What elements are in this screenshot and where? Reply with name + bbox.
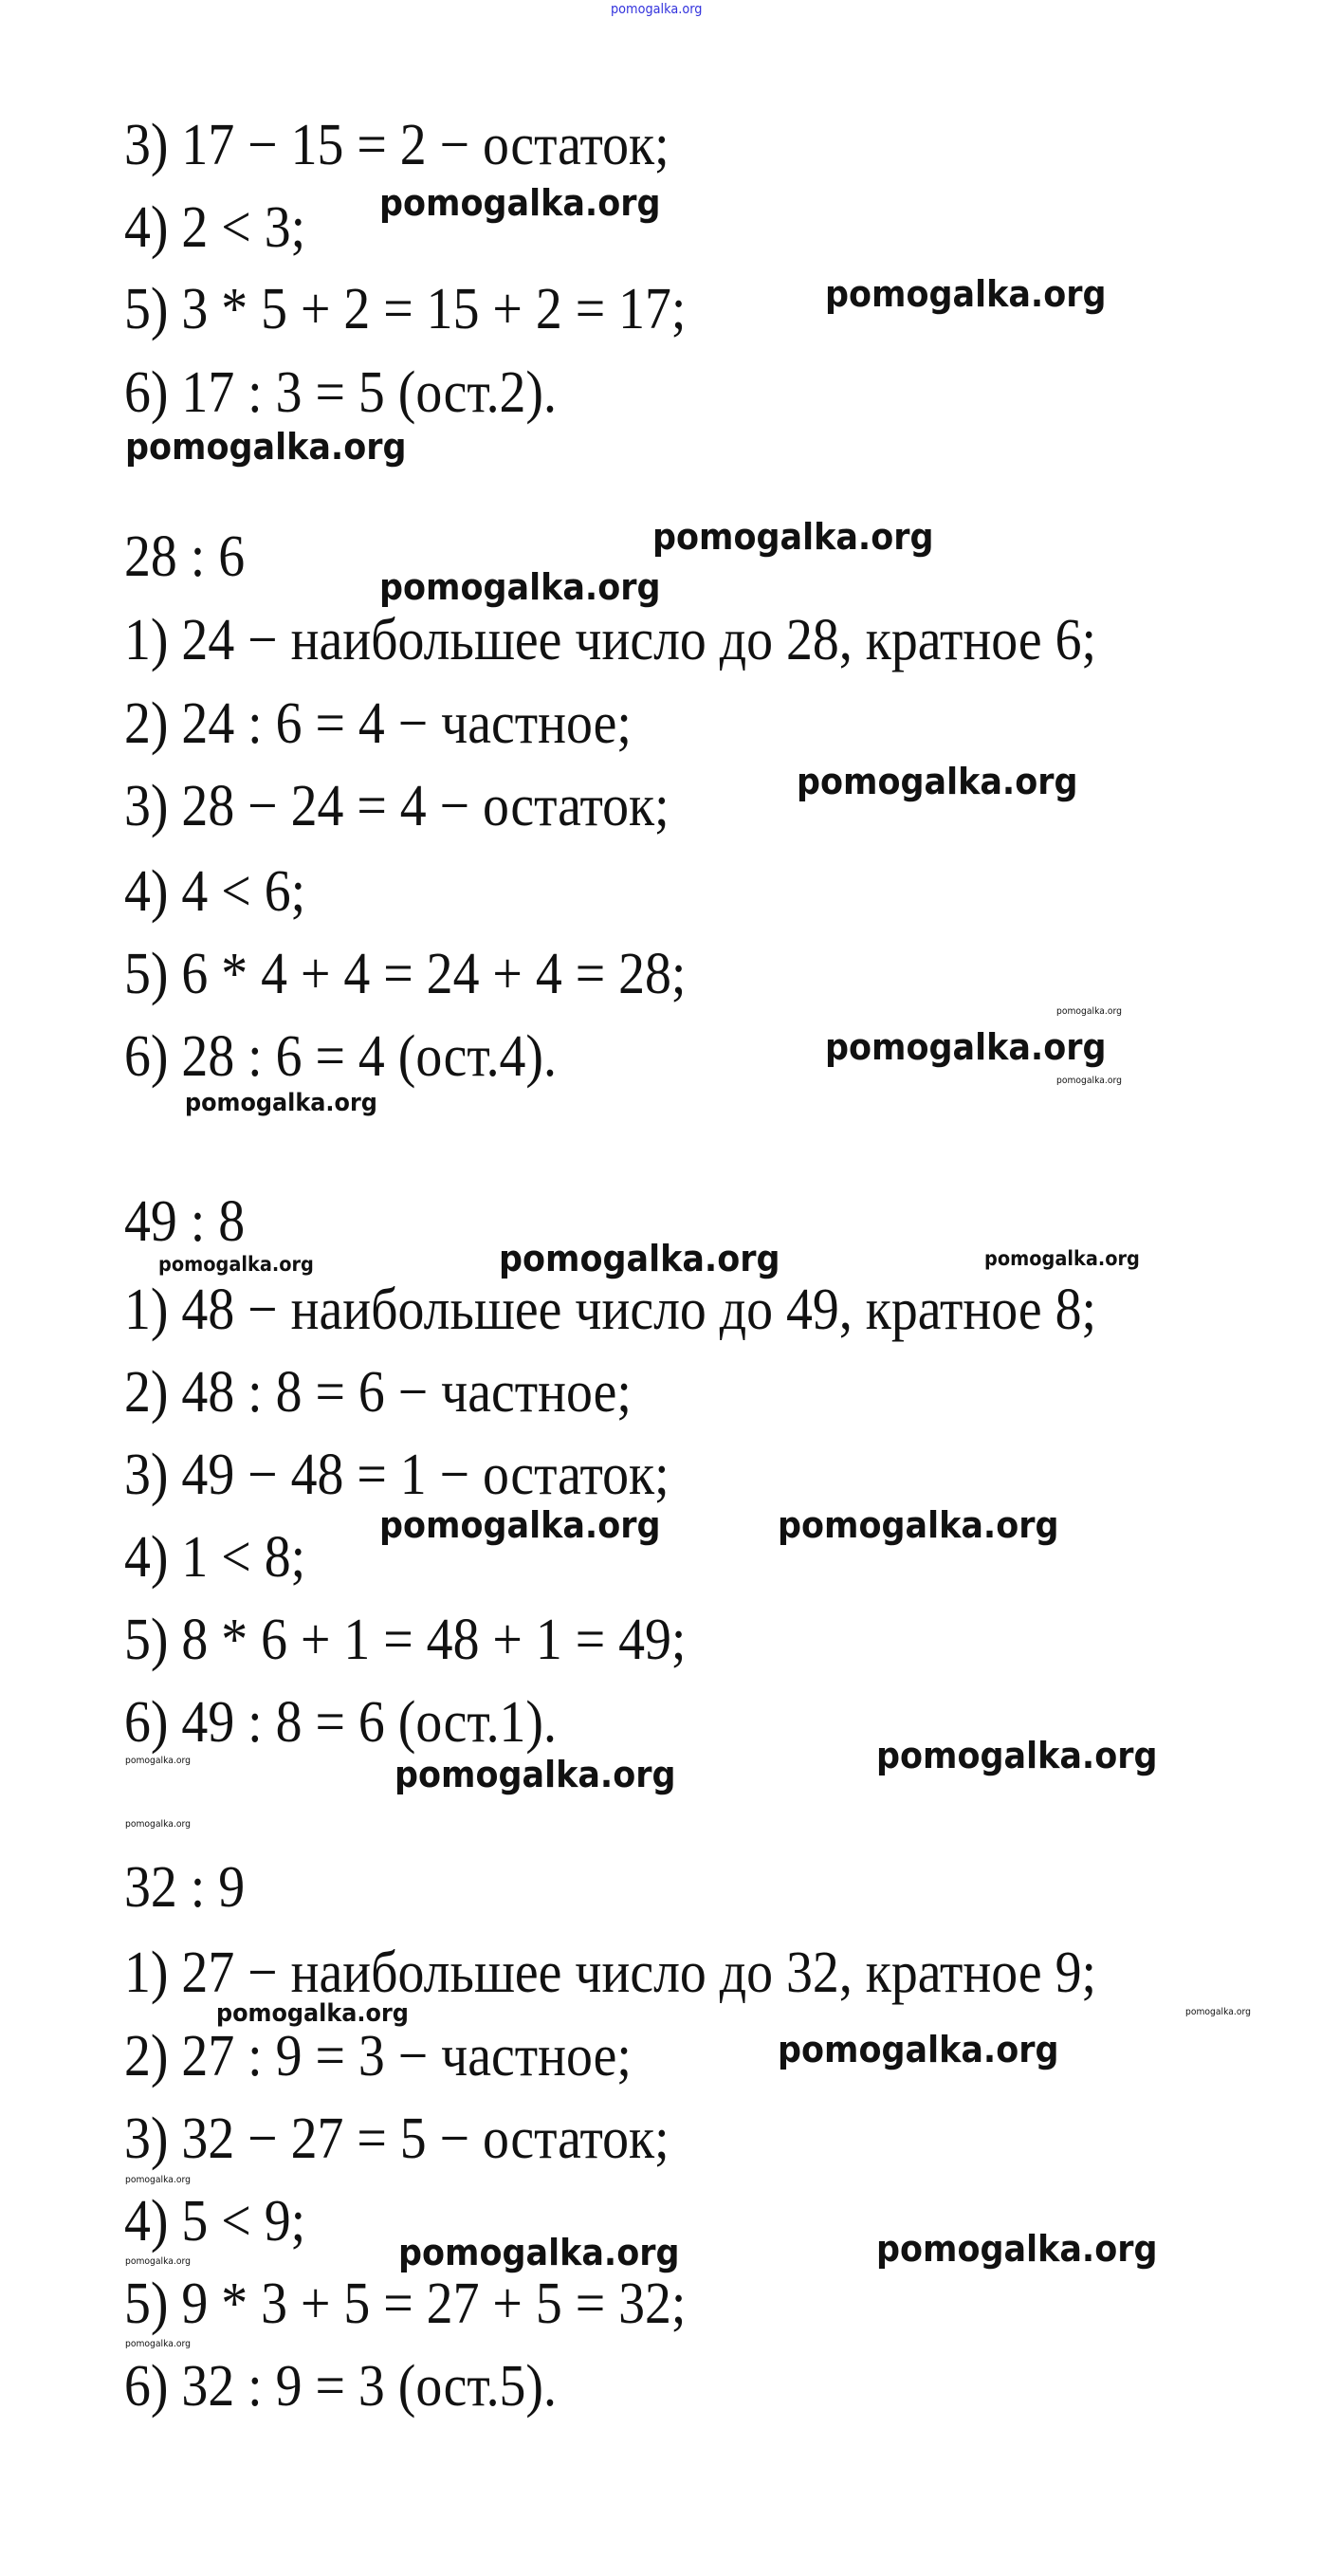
step-line: 3) 17 − 15 = 2 − остаток; [124, 113, 670, 177]
watermark: pomogalka.org [1056, 1006, 1122, 1017]
watermark: pomogalka.org [499, 1238, 780, 1279]
watermark: pomogalka.org [876, 2228, 1158, 2270]
step-line: 2) 24 : 6 = 4 − частное; [124, 691, 632, 756]
watermark: pomogalka.org [125, 2339, 191, 2349]
step-line: 2) 27 : 9 = 3 − частное; [124, 2024, 632, 2088]
step-line: 1) 24 − наибольшее число до 28, кратное 6; [124, 608, 1097, 672]
problem-title: 28 : 6 [124, 524, 246, 589]
step-line: 6) 28 : 6 = 4 (ост.4). [124, 1024, 557, 1089]
step-line: 1) 27 − наибольшее число до 32, кратное 9; [124, 1941, 1097, 2005]
step-line: 6) 49 : 8 = 6 (ост.1). [124, 1690, 557, 1755]
step-line: 4) 5 < 9; [124, 2189, 306, 2254]
watermark: pomogalka.org [125, 426, 407, 468]
watermark: pomogalka.org [125, 2175, 191, 2185]
watermark: pomogalka.org [797, 761, 1078, 802]
watermark: pomogalka.org [611, 2, 703, 17]
watermark: pomogalka.org [158, 1253, 314, 1276]
watermark: pomogalka.org [185, 1089, 377, 1117]
step-line: 3) 49 − 48 = 1 − остаток; [124, 1443, 670, 1507]
step-line: 4) 2 < 3; [124, 195, 306, 260]
watermark: pomogalka.org [394, 1754, 676, 1795]
step-line: 5) 8 * 6 + 1 = 48 + 1 = 49; [124, 1608, 687, 1672]
watermark: pomogalka.org [778, 1504, 1059, 1546]
watermark: pomogalka.org [652, 516, 934, 558]
watermark: pomogalka.org [984, 1247, 1140, 1270]
problem-title: 49 : 8 [124, 1189, 246, 1254]
watermark: pomogalka.org [125, 1819, 191, 1830]
watermark: pomogalka.org [125, 2256, 191, 2267]
step-line: 4) 4 < 6; [124, 859, 306, 924]
watermark: pomogalka.org [398, 2232, 680, 2273]
watermark: pomogalka.org [1185, 2007, 1251, 2017]
step-line: 3) 28 − 24 = 4 − остаток; [124, 774, 670, 838]
watermark: pomogalka.org [778, 2029, 1059, 2070]
watermark: pomogalka.org [379, 182, 661, 224]
step-line: 1) 48 − наибольшее число до 49, кратное 8; [124, 1278, 1097, 1342]
watermark: pomogalka.org [125, 1756, 191, 1766]
step-line: 6) 32 : 9 = 3 (ост.5). [124, 2354, 557, 2419]
watermark: pomogalka.org [379, 566, 661, 608]
watermark: pomogalka.org [876, 1735, 1158, 1776]
step-line: 4) 1 < 8; [124, 1525, 306, 1590]
watermark: pomogalka.org [825, 1026, 1107, 1068]
step-line: 5) 6 * 4 + 4 = 24 + 4 = 28; [124, 942, 687, 1006]
step-line: 3) 32 − 27 = 5 − остаток; [124, 2107, 670, 2171]
problem-title: 32 : 9 [124, 1855, 246, 1920]
step-line: 5) 9 * 3 + 5 = 27 + 5 = 32; [124, 2272, 687, 2336]
watermark: pomogalka.org [1056, 1076, 1122, 1086]
watermark: pomogalka.org [825, 273, 1107, 315]
step-line: 6) 17 : 3 = 5 (ост.2). [124, 360, 557, 425]
step-line: 2) 48 : 8 = 6 − частное; [124, 1360, 632, 1425]
watermark: pomogalka.org [216, 1999, 409, 2028]
step-line: 5) 3 * 5 + 2 = 15 + 2 = 17; [124, 277, 687, 341]
watermark: pomogalka.org [379, 1504, 661, 1546]
